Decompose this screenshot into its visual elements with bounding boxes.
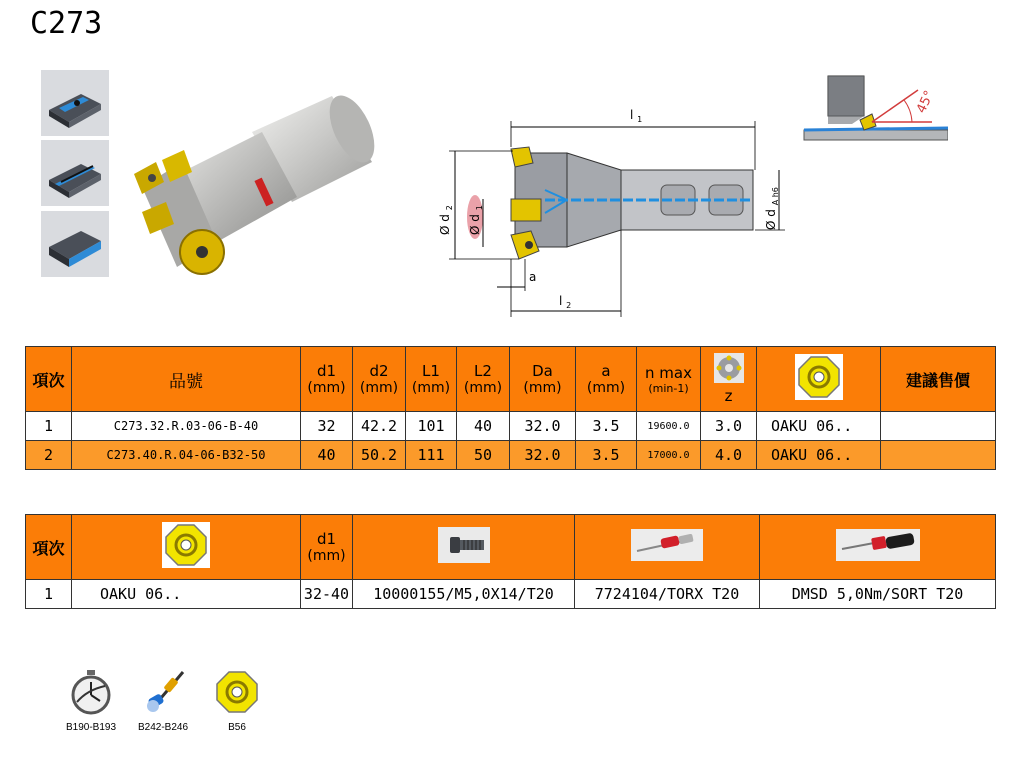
insert-icon [162, 522, 210, 568]
svg-text:l 2 [559, 294, 571, 310]
row-d2: 42.2 [353, 412, 406, 441]
row-item: 1 [26, 412, 72, 441]
row-L1: 101 [406, 412, 457, 441]
d1-subscript: 1 [475, 205, 484, 211]
row-key: 7724104/TORX T20 [575, 580, 760, 609]
row-z: 3.0 [701, 412, 757, 441]
table-header-row [26, 515, 996, 580]
header-Da: Da (mm) [510, 347, 576, 412]
lead-angle-figure [800, 72, 948, 146]
header-L1: L1 (mm) [406, 347, 457, 412]
row-z: 4.0 [701, 441, 757, 470]
header-screw [353, 515, 575, 580]
page-title: C273 [30, 6, 103, 41]
row-d1: 32-40 [301, 580, 353, 609]
screw-icon [438, 527, 490, 563]
row-d2: 50.2 [353, 441, 406, 470]
insert-icon [795, 354, 843, 400]
header-d1: d1 (mm) [301, 515, 353, 580]
row-Da: 32.0 [510, 412, 576, 441]
reference-label: B56 [228, 722, 246, 733]
accessories-table [25, 514, 996, 609]
svg-text:Ø d 2 [438, 205, 454, 235]
header-L2: L2 (mm) [457, 347, 510, 412]
stopwatch-icon [67, 668, 115, 716]
angle-label: 45° [914, 88, 938, 116]
shoulder-milling-thumbnail [41, 211, 109, 277]
face-milling-thumbnail [41, 70, 109, 136]
header-price: 建議售價 [881, 347, 996, 412]
row-wrench: DMSD 5,0Nm/SORT T20 [760, 580, 996, 609]
reference-insert[interactable] [207, 668, 267, 733]
row-screw: 10000155/M5,0X14/T20 [353, 580, 575, 609]
row-L2: 50 [457, 441, 510, 470]
header-part-number: 品號 [72, 347, 301, 412]
row-L2: 40 [457, 412, 510, 441]
row-item: 1 [26, 580, 72, 609]
reference-stopwatch[interactable] [61, 668, 121, 733]
header-nmax: n max (min-1) [637, 347, 701, 412]
dA-subscript: A h6 [771, 187, 780, 206]
row-item: 2 [26, 441, 72, 470]
slot-milling-thumbnail [41, 140, 109, 206]
torx-key-icon [631, 529, 703, 561]
row-insert: OAKU 06.. [72, 580, 301, 609]
header-wrench [760, 515, 996, 580]
torque-screwdriver-icon [836, 529, 920, 561]
row-L1: 111 [406, 441, 457, 470]
milling-cutter-photo [122, 92, 384, 282]
row-a: 3.5 [576, 412, 637, 441]
dA-label: Ø d [764, 209, 778, 230]
row-d1: 40 [301, 441, 353, 470]
table-row [26, 412, 996, 441]
insert-icon [213, 668, 261, 716]
header-insert [72, 515, 301, 580]
row-d1: 32 [301, 412, 353, 441]
header-item: 項次 [26, 347, 72, 412]
header-item: 項次 [26, 515, 72, 580]
screwdriver-icon [139, 668, 187, 716]
svg-text:Ø d A h6 [764, 187, 780, 230]
row-part-number: C273.32.R.03-06-B-40 [72, 412, 301, 441]
technical-drawing [425, 95, 797, 323]
header-z-label: z [724, 387, 733, 405]
row-price [881, 441, 996, 470]
svg-text:l 1 [630, 108, 642, 124]
d1-label: Ø d [468, 214, 482, 235]
product-spec-table [25, 346, 996, 470]
l2-subscript: 2 [566, 301, 572, 310]
cutter-teeth-icon [714, 353, 744, 383]
row-insert: OAKU 06.. [757, 441, 881, 470]
a-label: a [529, 270, 537, 284]
row-part-number: C273.40.R.04-06-B32-50 [72, 441, 301, 470]
header-d1: d1 (mm) [301, 347, 353, 412]
row-price [881, 412, 996, 441]
table-row [26, 580, 996, 609]
reference-label: B190-B193 [65, 722, 117, 733]
header-z [701, 347, 757, 412]
reference-screwdriver[interactable] [133, 668, 193, 733]
table-row [26, 441, 996, 470]
l2-label: l [559, 294, 563, 308]
d2-subscript: 2 [445, 205, 454, 211]
header-a: a (mm) [576, 347, 637, 412]
d2-label: Ø d [438, 214, 452, 235]
l1-subscript: 1 [637, 115, 643, 124]
row-Da: 32.0 [510, 441, 576, 470]
row-a: 3.5 [576, 441, 637, 470]
reference-label: B242-B246 [137, 722, 189, 733]
header-key [575, 515, 760, 580]
row-insert: OAKU 06.. [757, 412, 881, 441]
table-header-row [26, 347, 996, 412]
row-nmax: 19600.0 [637, 412, 701, 441]
header-d2: d2 (mm) [353, 347, 406, 412]
row-nmax: 17000.0 [637, 441, 701, 470]
header-insert [757, 347, 881, 412]
l1-label: l [630, 108, 634, 122]
